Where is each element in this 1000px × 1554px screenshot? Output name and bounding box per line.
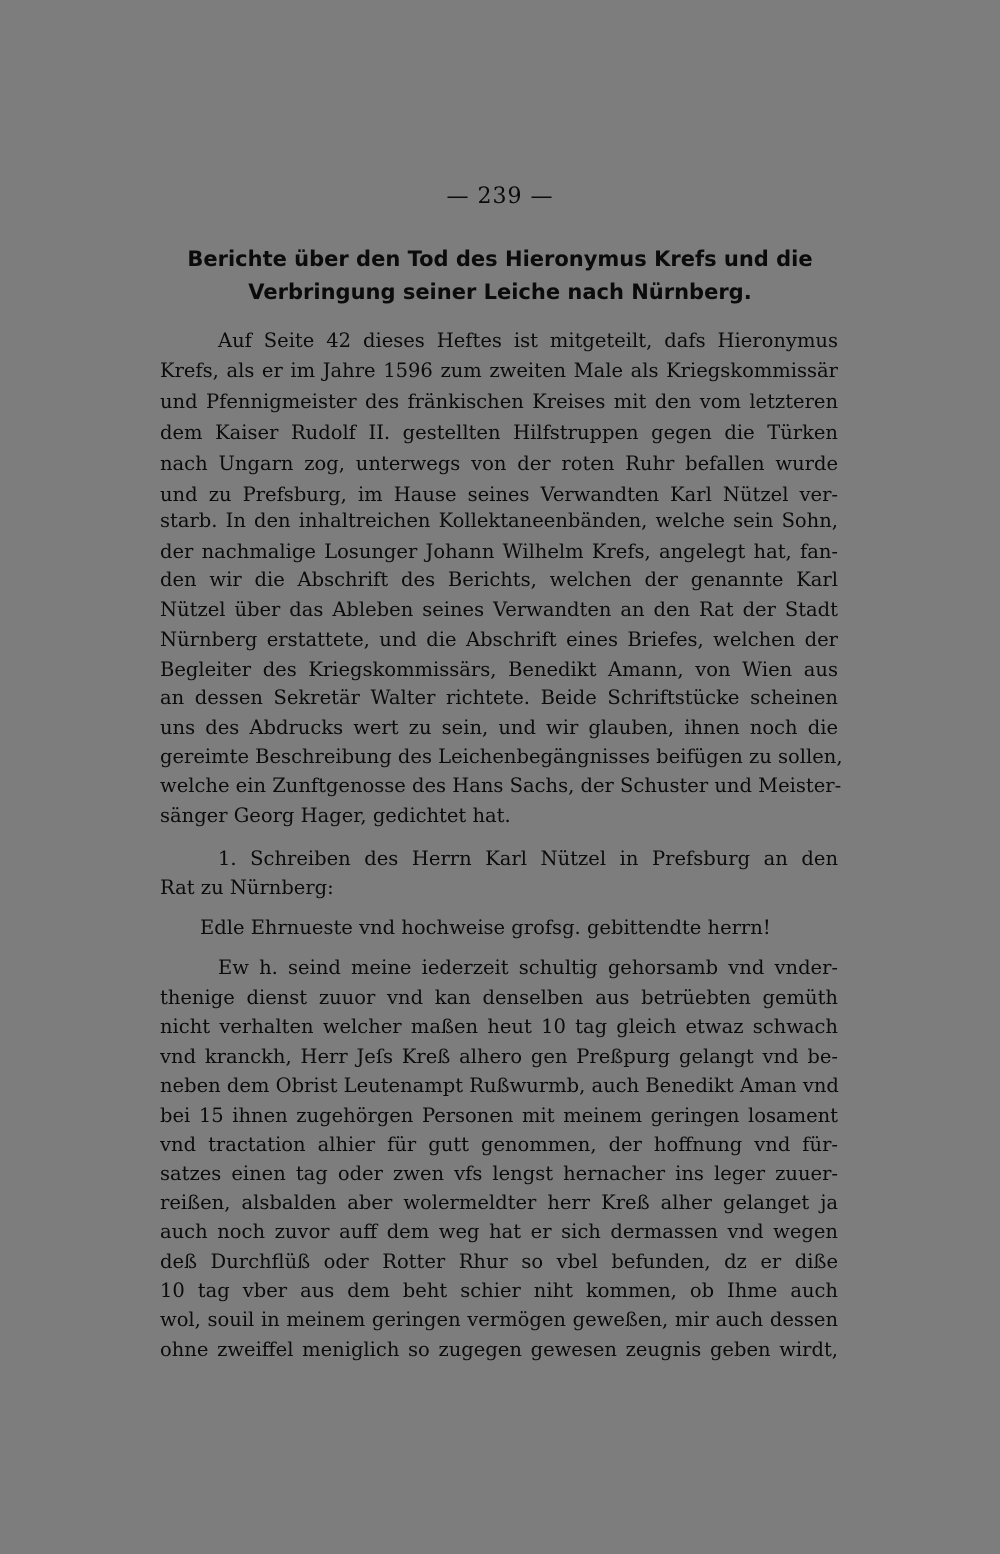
letter-line: reißen, alsbalden aber wolermeldter herr Kreß alher gelanget ja [160, 1191, 838, 1214]
text-line: den wir die Abschrift des Berichts, welchen der genannte Karl [160, 568, 838, 591]
letter-line: vnd kranckh, Herr Jeſs Kreß alhero gen Preßpurg gelangt vnd be- [160, 1045, 838, 1068]
letter-line: thenige dienst zuuor vnd kan denselben aus betrüebten gemüth [160, 986, 838, 1009]
letter-line: nicht verhalten welcher maßen heut 10 tag gleich etwaz schwach [160, 1015, 838, 1038]
text-line: starb. In den inhaltreichen Kollektaneenbänden, welche sein Sohn, [160, 509, 838, 532]
section-heading-line: 1. Schreiben des Herrn Karl Nützel in Prefsburg an den [218, 847, 838, 870]
article-title [150, 243, 850, 309]
text-line: dem Kaiser Rudolf II. gestellten Hilfstruppen gegen die Türken [160, 421, 838, 444]
page-number: — 239 — [446, 184, 554, 209]
text-line: und Pfennigmeister des fränkischen Kreises mit den vom letzteren [160, 390, 838, 413]
letter-line: vnd tractation alhier für gutt genommen, der hoffnung vnd für- [160, 1133, 838, 1156]
text-line: und zu Prefsburg, im Hause seines Verwandten Karl Nützel ver- [160, 483, 838, 506]
salutation-line: Edle Ehrnueste vnd hochweise grofsg. gebittendte herrn! [200, 916, 771, 939]
text-line: sänger Georg Hager, gedichtet hat. [160, 804, 511, 827]
text-line: Auf Seite 42 dieses Heftes ist mitgeteilt, dafs Hieronymus [218, 329, 838, 352]
title-line-2: Verbringung seiner Leiche nach Nürnberg. [248, 280, 752, 304]
text-line: Nützel über das Ableben seines Verwandten an den Rat der Stadt [160, 598, 838, 621]
letter-line: wol, souil in meinem geringen vermögen geweßen, mir auch dessen [160, 1308, 838, 1331]
text-line: Begleiter des Kriegskommissärs, Benedikt Amann, von Wien aus [160, 658, 838, 681]
letter-line: satzes einen tag oder zwen vfs lengst hernacher ins leger zuuer- [160, 1162, 838, 1185]
text-line: gereimte Beschreibung des Leichenbegängnisses beifügen zu sollen, [160, 745, 843, 768]
letter-line: auch noch zuvor auff dem weg hat er sich dermassen vnd wegen [160, 1220, 838, 1243]
text-line: uns des Abdrucks wert zu sein, und wir glauben, ihnen noch die [160, 716, 838, 739]
text-line: Nürnberg erstattete, und die Abschrift eines Briefes, welchen der [160, 628, 838, 651]
text-line: der nachmalige Losunger Johann Wilhelm Krefs, angelegt hat, fan- [160, 540, 838, 563]
text-line: nach Ungarn zog, unterwegs von der roten Ruhr befallen wurde [160, 452, 838, 475]
letter-line: ohne zweiffel meniglich so zugegen gewesen zeugnis geben wirdt, [160, 1338, 838, 1361]
letter-line: deß Durchflüß oder Rotter Rhur so vbel befunden, dz er diße [160, 1250, 838, 1273]
title-line-1: Berichte über den Tod des Hieronymus Krefs und die [187, 247, 813, 271]
letter-line: bei 15 ihnen zugehörgen Personen mit meinem geringen losament [160, 1104, 838, 1127]
letter-line: Ew h. seind meine iederzeit schultig gehorsamb vnd vnder- [218, 956, 838, 979]
letter-line: 10 tag vber aus dem beht schier niht kommen, ob Ihme auch [160, 1279, 838, 1302]
section-heading-line: Rat zu Nürnberg: [160, 876, 334, 899]
letter-line: neben dem Obrist Leutenampt Rußwurmb, auch Benedikt Aman vnd [160, 1074, 839, 1097]
text-line: an dessen Sekretär Walter richtete. Beide Schriftstücke scheinen [160, 686, 838, 709]
text-line: welche ein Zunftgenosse des Hans Sachs, der Schuster und Meister- [160, 774, 842, 797]
text-line: Krefs, als er im Jahre 1596 zum zweiten Male als Kriegskommissär [160, 359, 838, 382]
